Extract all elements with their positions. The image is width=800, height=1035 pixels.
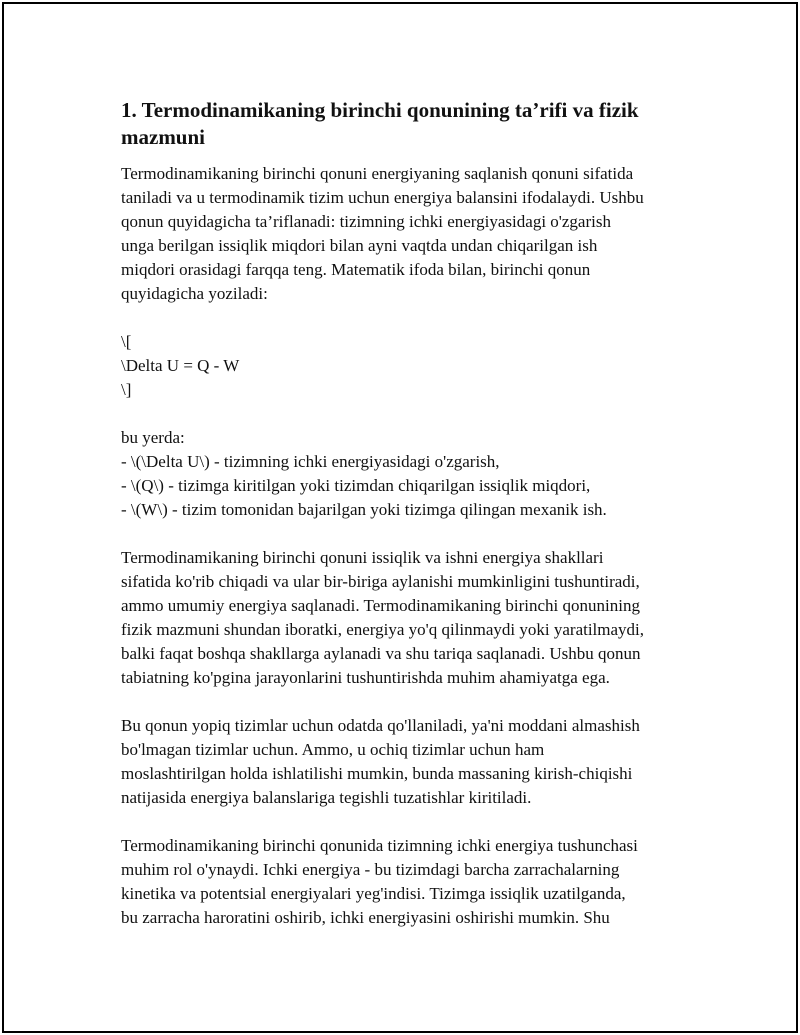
- text-line: natijasida energiya balanslariga tegishli tuzatishlar kiritiladi.: [121, 788, 532, 807]
- text-line: kinetika va potentsial energiyalari yeg'indisi. Tizimga issiqlik uzatilganda,: [121, 884, 626, 903]
- paragraph-closed-systems: [121, 714, 696, 810]
- page-frame: [2, 2, 798, 1033]
- list-item: - \(\Delta U\) - tizimning ichki energiyasidagi o'zgarish,: [121, 452, 500, 471]
- formula-line: \]: [121, 380, 132, 399]
- text-line: taniladi va u termodinamik tizim uchun energiya balansini ifodalaydi. Ushbu: [121, 188, 644, 207]
- text-line: bo'lmagan tizimlar uchun. Ammo, u ochiq tizimlar uchun ham: [121, 740, 545, 759]
- section-heading: [121, 97, 696, 151]
- paragraph-formula: [121, 330, 696, 402]
- formula-line: \Delta U = Q - W: [121, 356, 240, 375]
- text-line: sifatida ko'rib chiqadi va ular bir-biriga aylanishi mumkinligini tushuntiradi,: [121, 572, 640, 591]
- text-line: Termodinamikaning birinchi qonuni energiyaning saqlanish qonuni sifatida: [121, 164, 634, 183]
- text-line: moslashtirilgan holda ishlatilishi mumkin, bunda massaning kirish-chiqishi: [121, 764, 633, 783]
- paragraph-physical-meaning: [121, 546, 696, 690]
- text-line: quyidagicha yoziladi:: [121, 284, 268, 303]
- paragraph-variables: [121, 426, 696, 522]
- list-item: - \(Q\) - tizimga kiritilgan yoki tizimdan chiqarilgan issiqlik miqdori,: [121, 476, 591, 495]
- text-line: balki faqat boshqa shakllarga aylanadi va shu tariqa saqlanadi. Ushbu qonun: [121, 644, 641, 663]
- text-line: unga berilgan issiqlik miqdori bilan ayni vaqtda undan chiqarilgan ish: [121, 236, 598, 255]
- text-line: fizik mazmuni shundan iboratki, energiya yo'q qilinmaydi yoki yaratilmaydi,: [121, 620, 645, 639]
- heading-line: mazmuni: [121, 125, 205, 149]
- text-line: miqdori orasidagi farqqa teng. Matematik ifoda bilan, birinchi qonun: [121, 260, 591, 279]
- text-line: muhim rol o'ynaydi. Ichki energiya - bu tizimdagi barcha zarrachalarning: [121, 860, 620, 879]
- list-item: - \(W\) - tizim tomonidan bajarilgan yoki tizimga qilingan mexanik ish.: [121, 500, 607, 519]
- formula-line: \[: [121, 332, 132, 351]
- document-body: [121, 97, 696, 954]
- text-line: Termodinamikaning birinchi qonunida tizimning ichki energiya tushunchasi: [121, 836, 638, 855]
- text-line: tabiatning ko'pgina jarayonlarini tushuntirishda muhim ahamiyatga ega.: [121, 668, 610, 687]
- text-line: qonun quyidagicha ta’riflanadi: tizimning ichki energiyasidagi o'zgarish: [121, 212, 611, 231]
- text-line: Termodinamikaning birinchi qonuni issiqlik va ishni energiya shakllari: [121, 548, 604, 567]
- text-line: Bu qonun yopiq tizimlar uchun odatda qo'llaniladi, ya'ni moddani almashish: [121, 716, 640, 735]
- text-line: bu zarracha haroratini oshirib, ichki energiyasini oshirishi mumkin. Shu: [121, 908, 610, 927]
- text-line: ammo umumiy energiya saqlanadi. Termodinamikaning birinchi qonunining: [121, 596, 640, 615]
- paragraph-definition: [121, 162, 696, 306]
- heading-line: 1. Termodinamikaning birinchi qonunining ta’rifi va fizik: [121, 98, 639, 122]
- paragraph-internal-energy: [121, 834, 696, 930]
- text-line: bu yerda:: [121, 428, 185, 447]
